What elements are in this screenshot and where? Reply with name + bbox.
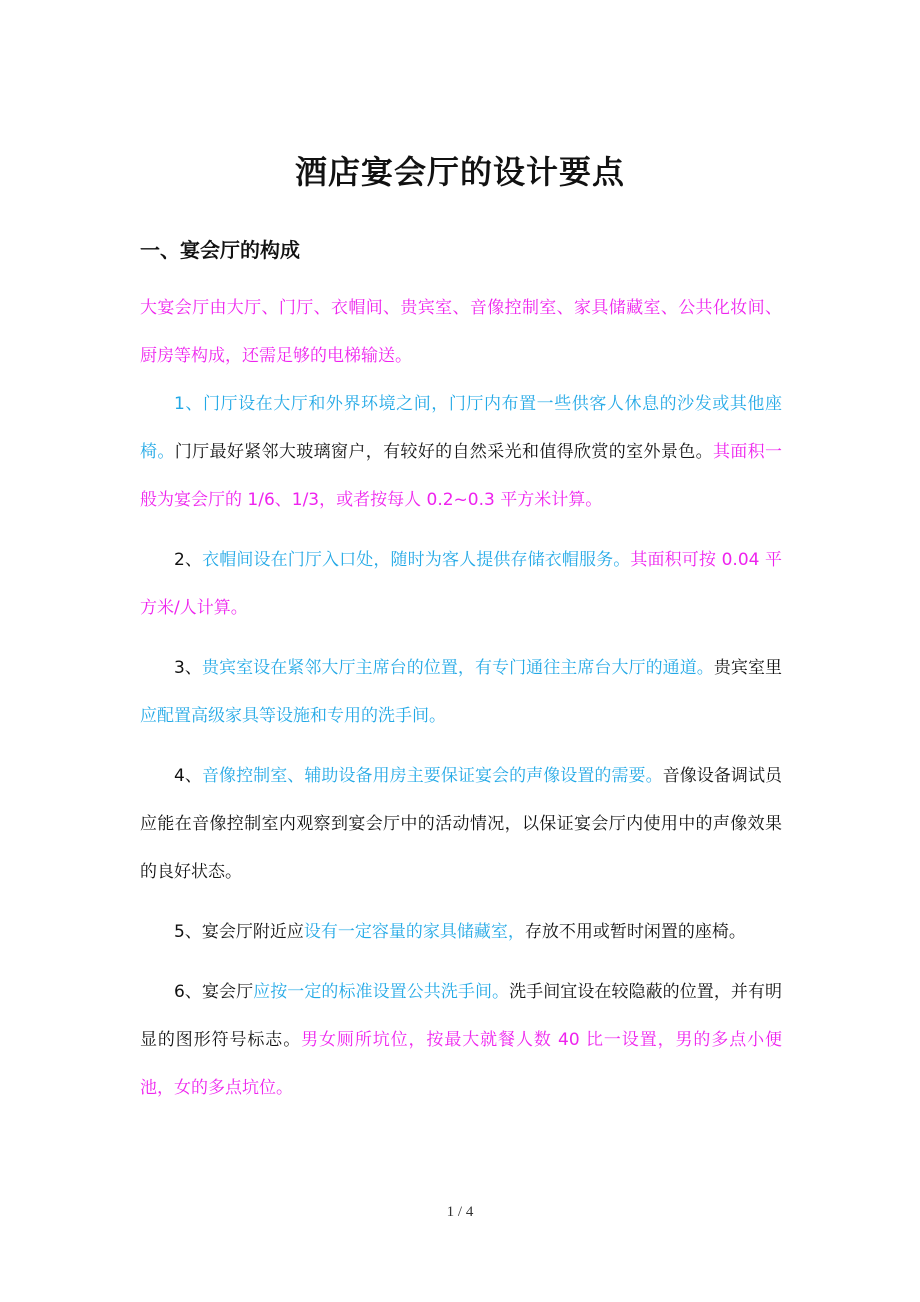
item-6-text-black-2: 洗手间宜设在较隐蔽的位置，并有明显的图形符号标志。 [140, 982, 783, 1050]
intro-paragraph: 大宴会厅由大厅、门厅、衣帽间、贵宾室、音像控制室、家具储藏室、公共化妆间、厨房等构成，还需足够的电梯输送。 [140, 298, 782, 366]
item-3-text-cyan-2: 应配置高级家具等设施和专用的洗手间。 [140, 706, 446, 726]
item-5-paragraph [140, 908, 782, 956]
item-4-text-cyan: 音像控制室、辅助设备用房主要保证宴会的声像设置的需要。 [201, 766, 663, 786]
item-5-text-black-2: 存放不用或暂时闲置的座椅。 [524, 922, 746, 942]
item-2-number: 2、 [174, 550, 203, 570]
item-4-number: 4、 [174, 766, 202, 786]
item-4-text-black: 音像设备调试员应能在音像控制室内观察到宴会厅中的活动情况，以保证宴会厅内使用中的声像效果的良好状态。 [140, 766, 783, 882]
item-6-paragraph [140, 968, 782, 1112]
section-heading: 一、宴会厅的构成 [140, 238, 300, 262]
page-title: 酒店宴会厅的设计要点 [294, 153, 625, 191]
item-1-text-magenta: 其面积一般为宴会厅的 1/6、1/3，或者按每人 0.2~0.3 平方米计算。 [140, 442, 783, 510]
item-2-text-magenta: 其面积可按 0.04 平方米/人计算。 [140, 550, 782, 618]
item-1-text-black: 门厅最好紧邻大玻璃窗户，有较好的自然采光和值得欣赏的室外景色。 [174, 442, 713, 462]
item-5-text-cyan: 设有一定容量的家具储藏室， [303, 922, 525, 942]
item-2-text-cyan: 衣帽间设在门厅入口处，随时为客人提供存储衣帽服务。 [202, 550, 631, 570]
item-3-text-black: 贵宾室里 [713, 658, 783, 678]
page-number: 1 / 4 [446, 1204, 474, 1220]
item-3-paragraph [140, 644, 782, 740]
item-6-text-black: 6、宴会厅 [174, 982, 254, 1002]
item-3-number: 3、 [174, 658, 202, 678]
item-6-text-magenta: 男女厕所坑位，按最大就餐人数 40 比一设置，男的多点小便池，女的多点坑位。 [140, 1030, 782, 1098]
item-5-text-black: 5、宴会厅附近应 [174, 922, 304, 942]
item-2-paragraph [140, 536, 782, 632]
item-3-text-cyan: 贵宾室设在紧邻大厅主席台的位置，有专门通往主席台大厅的通道。 [201, 658, 714, 678]
item-4-paragraph [140, 752, 782, 896]
item-1-text-cyan: 1、门厅设在大厅和外界环境之间，门厅内布置一些供客人休息的沙发或其他座椅。 [140, 394, 782, 462]
item-1-paragraph [140, 380, 782, 524]
item-6-text-cyan: 应按一定的标准设置公共洗手间。 [253, 982, 510, 1002]
